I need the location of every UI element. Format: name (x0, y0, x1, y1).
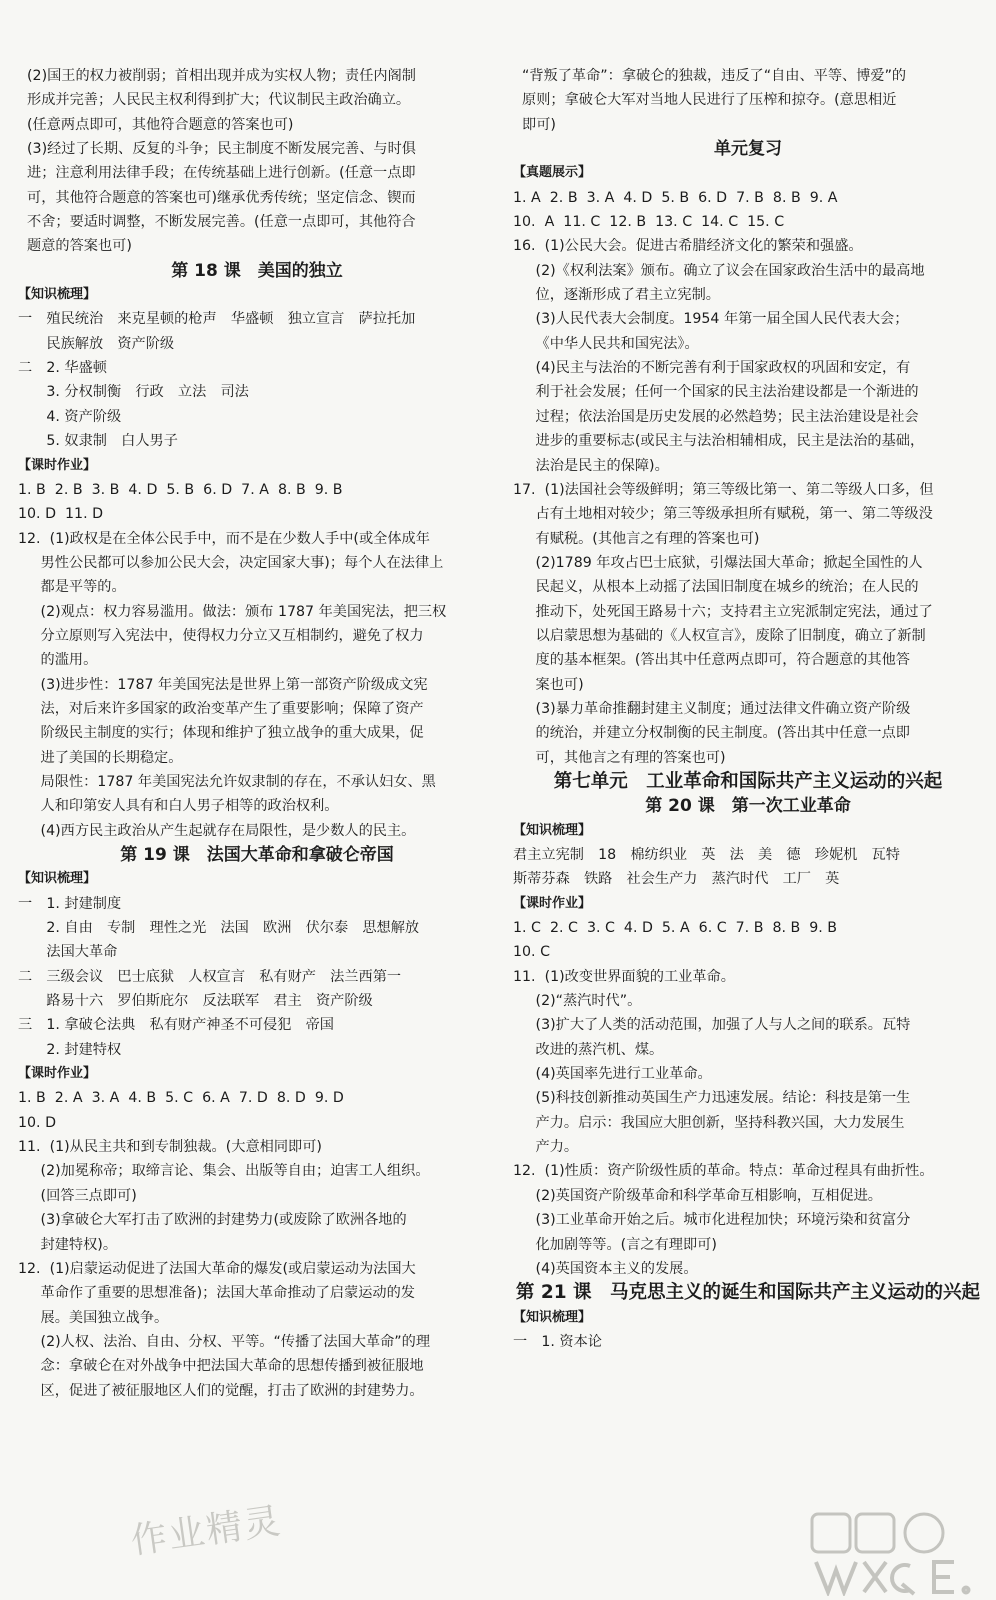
text-line: 10. A 11. C 12. B 13. C 14. C 15. C (513, 214, 785, 231)
text-line: 进步的重要标志(或民主与法治相辅相成，民主是法治的基础， (513, 433, 925, 450)
text-line: (3)经过了长期、反复的斗争；民主制度不断发展完善、与时俱 (18, 141, 416, 158)
section-label: 【知识梳理】 (513, 822, 592, 838)
text-line: 可，其他符合题意的答案也可)继承优秀传统；坚定信念、锲而 (18, 189, 416, 206)
text-line: (2)1789 年攻占巴士底狱，引爆法国大革命；掀起全国性的人 (513, 554, 923, 571)
watermark-logo (806, 1508, 982, 1596)
text-line: (5)科技创新推动英国生产力迅速发展。结论：科技是第一生 (513, 1090, 911, 1107)
text-line: (2)“蒸汽时代”。 (513, 993, 642, 1010)
text-line: 1. B 2. A 3. A 4. B 5. C 6. A 7. D 8. D 9. D (18, 1090, 344, 1107)
text-line: 10. C (513, 944, 550, 961)
text-line: 1. B 2. B 3. B 4. D 5. B 6. D 7. A 8. B 9. B (18, 481, 343, 498)
text-line: 12. (1)性质：资产阶级性质的革命。特点：革命过程具有曲折性。 (513, 1163, 934, 1180)
text-line: “背叛了革命”：拿破仑的独裁，违反了“自由、平等、博爱”的 (513, 68, 907, 84)
text-line: 占有土地相对较少；第三等级承担所有赋税，第一、第二等级没 (513, 506, 933, 523)
section-label: 【知识梳理】 (513, 1309, 592, 1325)
text-line: 一 1. 资本论 (513, 1333, 602, 1350)
text-line: 局限性：1787 年美国宪法允许奴隶制的存在，不承认妇女、黑 (18, 773, 436, 790)
text-line: 分立原则写入宪法中，使得权力分立又互相制约，避免了权力 (18, 627, 424, 644)
text-line: 题意的答案也可) (18, 238, 132, 255)
text-line: 产力。 (513, 1139, 579, 1156)
lesson-heading: 单元复习 (714, 139, 782, 160)
text-line: 12. (1)政权是在全体公民手中，而不是在少数人手中(或全体成年 (18, 530, 430, 547)
text-line: 2. 封建特权 (18, 1041, 122, 1058)
text-line: (3)拿破仑大军打击了欧洲的封建势力(或废除了欧洲各地的 (18, 1212, 407, 1229)
text-line: 可，其他言之有理的答案也可) (513, 749, 726, 766)
text-line: (4)英国率先进行工业革命。 (513, 1066, 712, 1083)
section-label: 【课时作业】 (18, 457, 97, 473)
text-line: 过程；依法治国是历史发展的必然趋势；民主法治建设是社会 (513, 408, 919, 425)
text-line: 1. C 2. C 3. C 4. D 5. A 6. C 7. B 8. B 9. B (513, 920, 838, 937)
text-line: 三 1. 拿破仑法典 私有财产神圣不可侵犯 帝国 (18, 1017, 334, 1034)
text-line: 展。美国独立战争。 (18, 1309, 169, 1326)
text-line: 区，促进了被征服地区人们的觉醒，打击了欧洲的封建势力。 (18, 1382, 424, 1399)
text-line: 法治是民主的保障)。 (513, 457, 669, 474)
text-line: (4)西方民主政治从产生起就存在局限性，是少数人的民主。 (18, 822, 416, 839)
text-line: 17. (1)法国社会等级鲜明；第三等级比第一、第二等级人口多，但 (513, 481, 934, 498)
text-line: 二 三级会议 巴士底狱 人权宣言 私有财产 法兰西第一 (18, 968, 402, 985)
right-column (513, 64, 983, 1354)
text-line: 有赋税。(其他言之有理的答案也可) (513, 530, 760, 547)
lesson-heading: 第 20 课 第一次工业革命 (645, 796, 851, 817)
text-line: 进；注意利用法律手段；在传统基础上进行创新。(任意一点即 (18, 165, 416, 182)
text-line: 2. 自由 专制 理性之光 法国 欧洲 伏尔泰 思想解放 (18, 920, 420, 937)
text-line: 二 2. 华盛顿 (18, 360, 107, 377)
text-line: (4)英国资本主义的发展。 (513, 1260, 698, 1277)
text-line: (2)观点：权力容易滥用。做法：颁布 1787 年美国宪法，把三权 (18, 603, 447, 620)
text-line: 案也可) (513, 676, 584, 693)
text-line: (2)人权、法治、自由、分权、平等。“传播了法国大革命”的理 (18, 1333, 431, 1350)
text-line: (3)进步性：1787 年美国宪法是世界上第一部资产阶级成文宪 (18, 676, 428, 693)
text-line: 以启蒙思想为基础的《人权宣言》，废除了旧制度，确立了新制 (513, 627, 926, 644)
text-line: 男性公民都可以参加公民大会，决定国家大事)；每个人在法律上 (18, 554, 444, 571)
text-line: (2)英国资产阶级革命和科学革命互相影响，互相促进。 (513, 1187, 882, 1204)
text-line: (回答三点即可) (18, 1187, 137, 1204)
text-line: 革命作了重要的思想准备)；法国大革命推动了启蒙运动的发 (18, 1285, 415, 1302)
text-line: (3)工业革命开始之后。城市化进程加快；环境污染和贫富分 (513, 1212, 911, 1229)
text-line: 改进的蒸汽机、煤。 (513, 1041, 664, 1058)
text-line: 推动下，处死国王路易十六；支持君主立宪派制定宪法，通过了 (513, 603, 933, 620)
text-line: 度的基本框架。(答出其中任意两点即可，符合题意的其他答 (513, 652, 910, 669)
text-line: (2)加冕称帝；取缔言论、集会、出版等自由；迫害工人组织。 (18, 1163, 430, 1180)
text-line: 3. 分权制衡 行政 立法 司法 (18, 384, 249, 401)
text-line: 产力。启示：我国应大胆创新，坚持科教兴国，大力发展生 (513, 1114, 905, 1131)
text-line: 法国大革命 (18, 944, 118, 961)
section-label: 【知识梳理】 (18, 871, 97, 887)
text-line: 16. (1)公民大会。促进古希腊经济文化的繁荣和强盛。 (513, 238, 863, 255)
text-line: (3)人民代表大会制度。1954 年第一届全国人民代表大会； (513, 311, 909, 328)
text-line: (3)暴力革命推翻封建主义制度；通过法律文件确立资产阶级 (513, 700, 911, 717)
text-line: 利于社会发展；任何一个国家的民主法治建设都是一个渐进的 (513, 384, 919, 401)
text-line: 即可) (513, 116, 556, 133)
section-label: 【课时作业】 (18, 1066, 97, 1082)
text-line: 斯蒂芬森 铁路 社会生产力 蒸汽时代 工厂 英 (513, 871, 840, 888)
text-line: 都是平等的。 (18, 579, 126, 596)
text-line: 法，对后来许多国家的政治变革产生了重要影响；保障了资产 (18, 700, 424, 717)
text-line: 原则；拿破仑大军对当地人民进行了压榨和掠夺。(意思相近 (513, 92, 897, 109)
text-line: 4. 资产阶级 (18, 408, 122, 425)
text-line: 5. 奴隶制 白人男子 (18, 433, 178, 450)
unit-heading: 第七单元 工业革命和国际共产主义运动的兴起 (553, 770, 943, 792)
text-line: 路易十六 罗伯斯庇尔 反法联军 君主 资产阶级 (18, 993, 373, 1010)
section-label: 【课时作业】 (513, 895, 592, 911)
lesson-heading: 第 19 课 法国大革命和拿破仑帝国 (120, 845, 394, 865)
text-line: 的滥用。 (18, 652, 98, 669)
text-line: 《中华人民共和国宪法》。 (513, 335, 699, 352)
lesson-heading: 第 18 课 美国的独立 (171, 260, 343, 281)
text-line: 念：拿破仑在对外战争中把法国大革命的思想传播到被征服地 (18, 1358, 424, 1375)
text-line: 封建特权)。 (18, 1236, 118, 1253)
text-line: 阶级民主制度的实行；体现和维护了独立战争的重大成果，促 (18, 725, 424, 742)
left-column (18, 64, 496, 1403)
text-line: 一 殖民统治 来克星顿的枪声 华盛顿 独立宣言 萨拉托加 (18, 311, 416, 328)
text-line: 10. D 11. D (18, 506, 104, 523)
text-line: 人和印第安人具有和白人男子相等的政治权利。 (18, 798, 339, 815)
text-line: 的统治，并建立分权制衡的民主制度。(答出其中任意一点即 (513, 725, 910, 742)
text-line: 形成并完善；人民民主权利得到扩大；代议制民主政治确立。 (18, 92, 411, 109)
text-line: 民起义，从根本上动摇了法国旧制度在城乡的统治；在人民的 (513, 579, 919, 596)
text-line: (3)扩大了人类的活动范围，加强了人与人之间的联系。瓦特 (513, 1017, 911, 1034)
text-line: 11. (1)改变世界面貌的工业革命。 (513, 968, 735, 985)
text-line: (任意两点即可，其他符合题意的答案也可) (18, 116, 294, 133)
watermark-text: 作业精灵 (128, 1500, 285, 1563)
text-line: (2)国王的权力被削弱；首相出现并成为实权人物；责任内阁制 (18, 68, 416, 84)
text-line: 化加剧等等。(言之有理即可) (513, 1236, 717, 1253)
unit-heading: 第 21 课 马克思主义的诞生和国际共产主义运动的兴起 (515, 1282, 981, 1304)
text-line: 民族解放 资产阶级 (18, 335, 175, 352)
section-label: 【知识梳理】 (18, 287, 97, 303)
text-line: (4)民主与法治的不断完善有利于国家政权的巩固和安定，有 (513, 360, 911, 377)
text-line: 1. A 2. B 3. A 4. D 5. B 6. D 7. B 8. B 9. A (513, 189, 838, 206)
text-line: 君主立宪制 18 棉纺织业 英 法 美 德 珍妮机 瓦特 (513, 847, 900, 863)
text-line: 一 1. 封建制度 (18, 895, 122, 912)
text-line: 进了美国的长期稳定。 (18, 749, 183, 766)
text-line: 10. D (18, 1114, 56, 1131)
text-line: 位，逐渐形成了君主立宪制。 (513, 287, 720, 304)
section-label: 【真题展示】 (513, 165, 592, 181)
text-line: 11. (1)从民主共和到专制独裁。(大意相同即可) (18, 1139, 322, 1156)
text-line: 12. (1)启蒙运动促进了法国大革命的爆发(或启蒙运动为法国大 (18, 1260, 416, 1277)
text-line: (2)《权利法案》颁布。确立了议会在国家政治生活中的最高地 (513, 262, 925, 279)
text-line: 不舍；要适时调整，不断发展完善。(任意一点即可，其他符合 (18, 214, 416, 231)
